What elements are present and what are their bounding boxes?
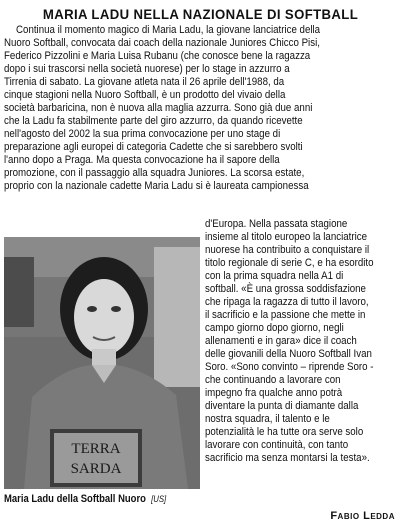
body-line: nostra squadra, il talento e le	[205, 413, 330, 425]
body-line: d'Europa. Nella passata stagione	[205, 218, 348, 230]
body-line: Continua il momento magico di Maria Ladu, la giovane lanciatrice della	[16, 24, 321, 36]
body-line: il sacrificio e la passione che mette in	[205, 309, 366, 321]
article-body-right-column	[205, 218, 397, 465]
shirt-text-sarda: SARDA	[70, 461, 122, 477]
body-line: Federico Pizzolini e Maria Luisa Rubanu (che conosce bene la ragazza	[4, 50, 311, 62]
body-line: con la prima squadra nella A1 di	[205, 270, 344, 282]
body-line: società barbaricina, non è nuova alla maglia azzurra. Sono già due anni	[4, 102, 313, 114]
body-line: titolo regionale di serie C, e ha esordito	[205, 257, 374, 269]
body-line: che ripaga la ragazza di tutto il lavoro,	[205, 296, 369, 308]
body-line: preparazione agli europei di categoria Cadette che si sarebbero svolti	[4, 141, 303, 153]
caption-text: Maria Ladu della Softball Nuoro	[4, 493, 146, 505]
author-byline: Fabio Ledda	[330, 510, 395, 522]
body-line: sacrificio ma senza montarsi la testa».	[205, 452, 370, 464]
body-line: allenamenti e in gara» dice il coach	[205, 335, 357, 347]
body-line: Soro. «Sono convinto – riprende Soro -	[205, 361, 374, 373]
body-line: proprio con la nazionale cadette Maria Ladu si è laureata campionessa	[4, 180, 309, 192]
body-line: promozione, con il passaggio alla squadra Juniores. La scorsa estate,	[4, 167, 305, 179]
body-line: softball. «È una grossa soddisfazione	[205, 283, 366, 295]
body-line: nell'agosto del 2002 la sua prima convocazione per uno stage di	[4, 128, 281, 140]
body-line: diventare la punta di diamante dalla	[205, 400, 359, 412]
body-line: delle giovanili della Nuoro Softball Ivan	[205, 348, 372, 360]
body-line: potenzialità le ha tutte ora serve solo	[205, 426, 364, 438]
body-line: cinque stagioni nella Nuoro Softball, è un prodotto del vivaio della	[4, 89, 286, 101]
body-line: campo giorno dopo giorno, negli	[205, 322, 344, 334]
body-line: impegno fra qualche anno potrà	[205, 387, 343, 399]
photo-credit: [US]	[151, 494, 167, 504]
article-body-full-width	[4, 24, 397, 193]
body-line: lavorare con continuità, con tanto	[205, 439, 349, 451]
body-line: l'anno dopo a Praga. Ma questa convocazione ha il sapore della	[4, 154, 280, 166]
body-line: che continuando a lavorare con	[205, 374, 341, 386]
body-line: che la Ladu fa stabilmente parte del giro azzurro, da quando ricevette	[4, 115, 303, 127]
body-line: nuorese ha contribuito a conquistare il	[205, 244, 370, 256]
body-line: Nuoro Softball, convocata dai coach della nazionale Juniores Chicco Pisi,	[4, 37, 320, 49]
article-headline: MARIA LADU NELLA NAZIONALE DI SOFTBALL	[42, 6, 359, 22]
photo-caption	[4, 493, 173, 505]
body-line: insieme al titolo europeo la lanciatrice	[205, 231, 368, 243]
body-line: dopo i sui trascorsi nella società nuorese) per lo stage in azzurro a	[4, 63, 290, 75]
body-line: Tirrenia di sabato. La giovane atleta nata il 26 aprile dell'1988, da	[4, 76, 285, 88]
athlete-photo	[4, 237, 200, 489]
shirt-text-terra: TERRA	[71, 441, 121, 457]
